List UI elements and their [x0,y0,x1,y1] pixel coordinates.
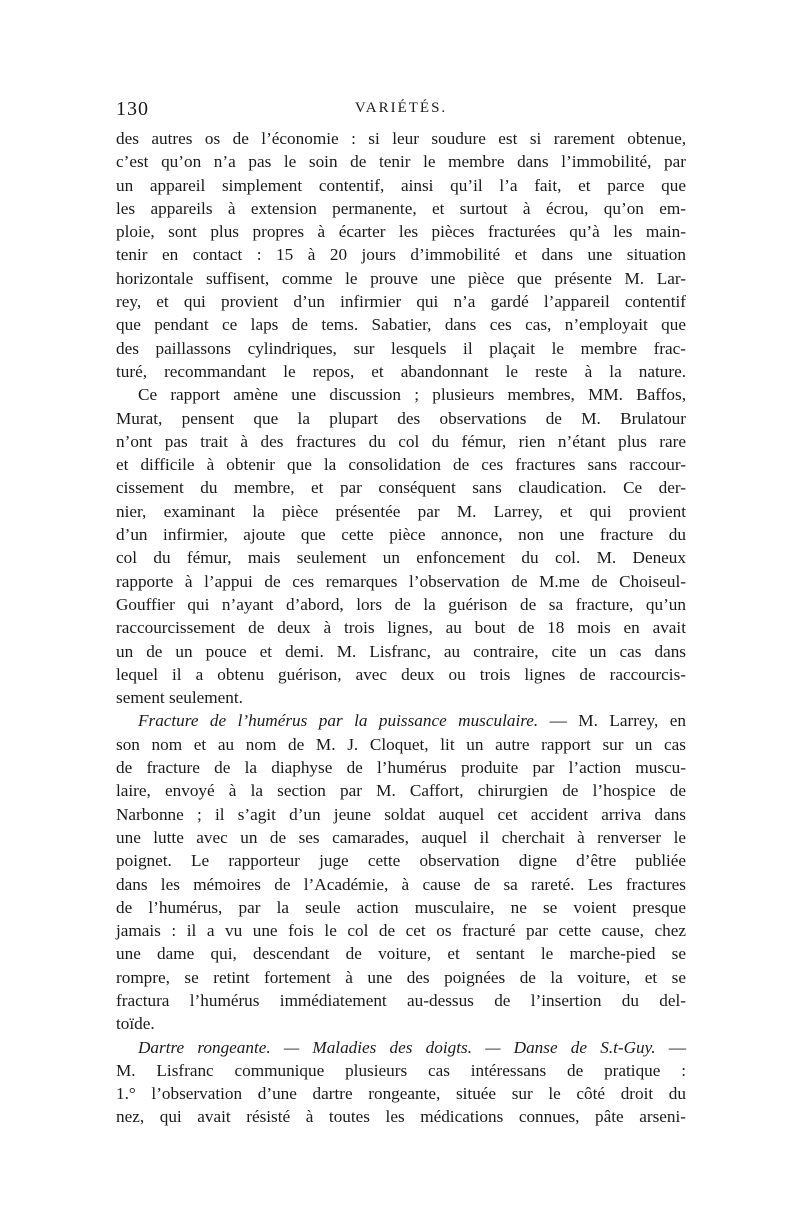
text-line [116,849,686,872]
text-line [116,616,686,639]
text-line [116,989,686,1012]
text-line [116,383,686,406]
page-number: 130 [116,98,149,120]
text-line [116,290,686,313]
text-line [116,1059,686,1082]
text-line [116,873,686,896]
line-text: des paillassons cylindriques, sur lesquels il plaçait le membre frac- [116,338,686,358]
line-text: son nom et au nom de M. J. Cloquet, lit un autre rapport sur un cas [116,734,686,754]
line-text: lequel il a obtenu guérison, avec deux ou trois lignes de raccourcis- [116,664,686,684]
section-heading: Fracture de l’humérus par la puissance musculaire. [138,711,539,731]
line-text: nez, qui avait résisté à toutes les médications connues, pâte arseni- [116,1107,686,1127]
text-line [116,546,686,569]
text-line [116,640,686,663]
line-text: toïde. [116,1014,155,1034]
text-line [116,942,686,965]
line-text: dans les mémoires de l’Académie, à cause de sa rareté. Les fractures [116,874,686,894]
text-line [116,593,686,616]
line-text: sement seulement. [116,688,243,708]
line-text: turé, recommandant le repos, et abandonnant le reste à la nature. [116,361,686,381]
line-text: 1.° l’observation d’une dartre rongeante, située sur le côté droit du [116,1084,686,1104]
text-line [116,407,686,430]
text-line [116,803,686,826]
text-line [116,709,686,732]
line-text: jamais : il a vu une fois le col de cet os fracturé par cette cause, chez [116,921,686,941]
line-text: et difficile à obtenir que la consolidation de ces fractures sans raccour- [116,455,686,475]
text-line [116,919,686,942]
text-line [116,523,686,546]
text-line [116,500,686,523]
line-text: un appareil simplement contentif, ainsi qu’il l’a fait, et parce que [116,175,686,195]
text-line [116,1082,686,1105]
line-text: un de un pouce et demi. M. Lisfranc, au contraire, cite un cas dans [116,641,686,661]
text-line [116,243,686,266]
line-text: une lutte avec un de ses camarades, auquel il cherchait à renverser le [116,827,686,847]
text-line [116,826,686,849]
line-text: rompre, se retint fortement à une des poignées de la voiture, et se [116,967,686,987]
line-text: n’ont pas trait à des fractures du col du fémur, rien n’étant plus rare [116,431,686,451]
line-text: c’est qu’on n’a pas le soin de tenir le membre dans l’immobilité, par [116,152,686,172]
line-text: rapporte à l’appui de ces remarques l’observation de M.me de Choiseul- [116,571,686,591]
text-line [116,174,686,197]
line-text: Ce rapport amène une discussion ; plusieurs membres, MM. Baffos, [138,385,686,405]
line-text: col du fémur, mais seulement un enfoncement du col. M. Deneux [116,548,686,568]
running-title: VARIÉTÉS. [354,100,448,116]
line-text: nier, examinant la pièce présentée par M. Larrey, et qui provient [116,501,686,521]
line-text: rey, et qui provient d’un infirmier qui n’a gardé l’appareil contentif [116,292,686,312]
text-line [116,1105,686,1128]
text-line [116,360,686,383]
line-text: les appareils à extension permanente, et surtout à écrou, qu’on em- [116,198,686,218]
line-text: fractura l’humérus immédiatement au-dessus de l’insertion du del- [116,990,686,1010]
text-line [116,313,686,336]
text-line [116,127,686,150]
text-line [116,453,686,476]
text-line [116,733,686,756]
section-heading: Dartre rongeante. — Maladies des doigts. — Danse de S.t-Guy. [138,1037,656,1057]
text-line [116,756,686,779]
line-text: laire, envoyé à la section par M. Caffort, chirurgien de l’hospice de [116,781,686,801]
line-text: que pendant ce laps de tems. Sabatier, dans ces cas, n’employait que [116,315,686,335]
text-line [116,966,686,989]
text-line [116,896,686,919]
text-line [116,1036,686,1059]
body-text [116,127,686,1129]
text-line [116,686,686,709]
text-line [116,150,686,173]
line-text: — M. Larrey, en [538,711,687,731]
line-text: M. Lisfranc communique plusieurs cas intéressans de pratique : [116,1060,686,1080]
line-text: raccourcissement de deux à trois lignes, au bout de 18 mois en avait [116,618,686,638]
line-text: de l’humérus, par la seule action musculaire, ne se voient presque [116,897,686,917]
line-text: ploie, sont plus propres à écarter les pièces fracturées qu’à les main- [116,222,686,242]
line-text: des autres os de l’économie : si leur soudure est si rarement obtenue, [116,129,686,148]
line-text: poignet. Le rapporteur juge cette observation digne d’être publiée [116,851,686,871]
page-header [116,98,686,122]
text-line [116,1012,686,1035]
text-line [116,220,686,243]
line-text: — [655,1037,686,1057]
text-line [116,663,686,686]
text-line [116,570,686,593]
line-text: de fracture de la diaphyse de l’humérus produite par l’action muscu- [116,758,686,778]
text-line [116,337,686,360]
line-text: Gouffier qui n’ayant d’abord, lors de la guérison de sa fracture, qu’un [116,594,686,614]
text-line [116,779,686,802]
line-text: tenir en contact : 15 à 20 jours d’immobilité et dans une situation [116,245,686,265]
line-text: Narbonne ; il s’agit d’un jeune soldat auquel cet accident arriva dans [116,804,686,824]
line-text: cissement du membre, et par conséquent sans claudication. Ce der- [116,478,686,498]
text-line [116,476,686,499]
line-text: Murat, pensent que la plupart des observations de M. Brulatour [116,408,686,428]
line-text: d’un infirmier, ajoute que cette pièce annonce, non une fracture du [116,525,686,545]
text-line [116,430,686,453]
line-text: une dame qui, descendant de voiture, et sentant le marche-pied se [116,944,686,964]
text-line [116,197,686,220]
line-text: horizontale suffisent, comme le prouve une pièce que présente M. Lar- [116,268,686,288]
text-line [116,267,686,290]
